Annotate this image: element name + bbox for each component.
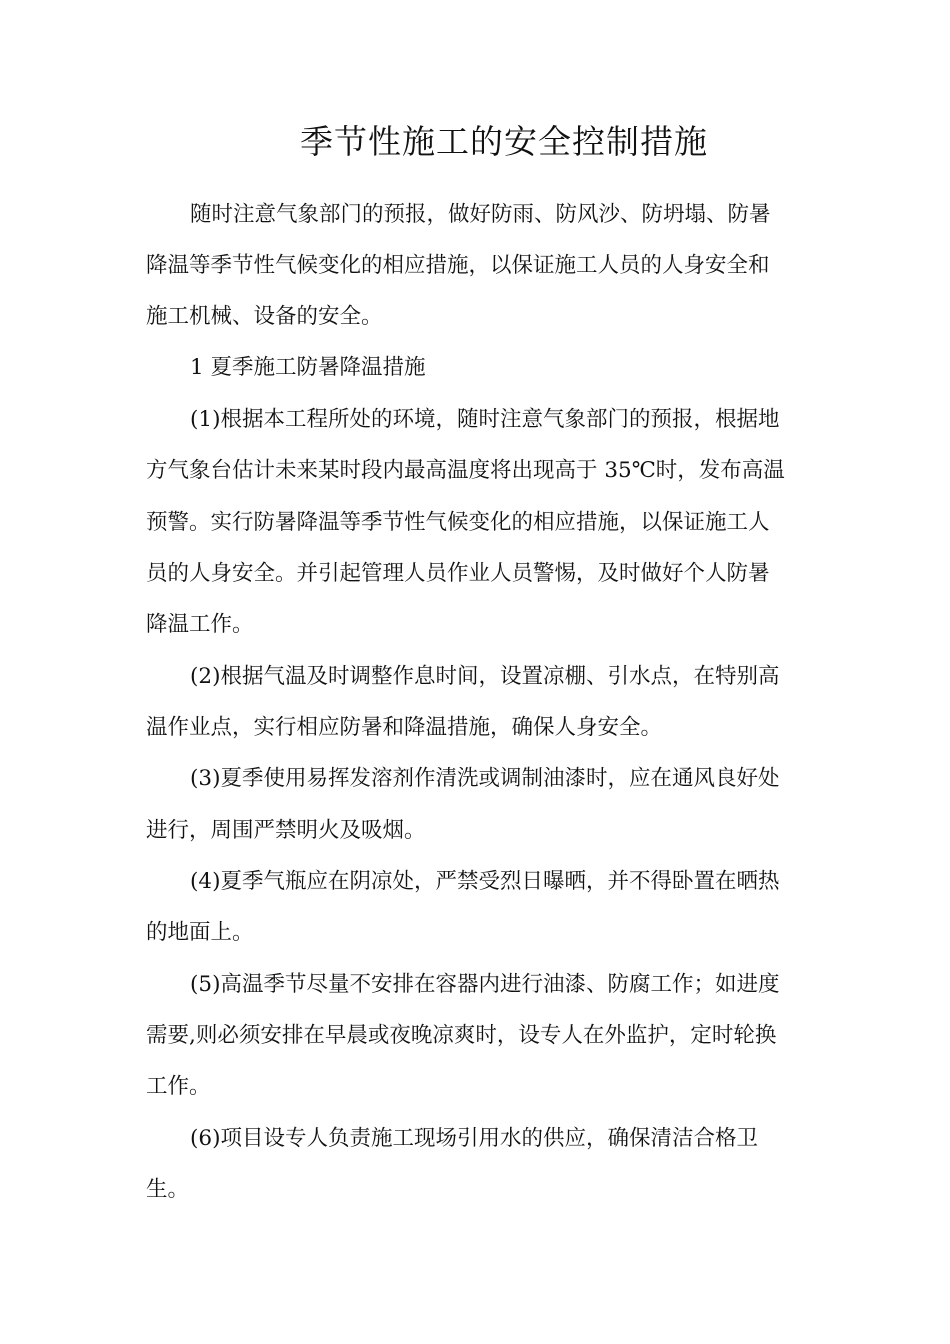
item-3-line-1: (3)夏季使用易挥发溶剂作清洗或调制油漆时，应在通风良好处 (190, 766, 780, 791)
item-3-line-2: 进行，周围严禁明火及吸烟。 (146, 818, 426, 843)
item-1-line-2: 方气象台估计未来某时段内最高温度将出现高于 35℃时，发布高温 (146, 458, 785, 483)
section-heading: 1 夏季施工防暑降温措施 (190, 355, 426, 380)
paragraph-intro-line-2: 降温等季节性气候变化的相应措施，以保证施工人员的人身安全和 (146, 253, 770, 278)
item-5-line-3: 工作。 (146, 1074, 211, 1099)
item-5-line-1: (5)高温季节尽量不安排在容器内进行油漆、防腐工作；如进度 (190, 972, 780, 997)
item-2-line-2: 温作业点，实行相应防暑和降温措施，确保人身安全。 (146, 715, 663, 740)
item-1-line-1: (1)根据本工程所处的环境，随时注意气象部门的预报，根据地 (190, 407, 780, 432)
item-4-line-2: 的地面上。 (146, 920, 254, 945)
paragraph-intro-line-1: 随时注意气象部门的预报，做好防雨、防风沙、防坍塌、防暑 (190, 202, 771, 227)
paragraph-intro-line-3: 施工机械、设备的安全。 (146, 304, 383, 329)
item-1-line-3: 预警。实行防暑降温等季节性气候变化的相应措施，以保证施工人 (146, 510, 770, 535)
item-6-line-1: (6)项目设专人负责施工现场引用水的供应，确保清洁合格卫 (190, 1126, 758, 1151)
item-1-line-5: 降温工作。 (146, 612, 254, 637)
item-6-line-2: 生。 (146, 1177, 190, 1202)
item-5-line-2: 需要,则必须安排在早晨或夜晚凉爽时，设专人在外监护，定时轮换 (146, 1023, 777, 1048)
item-2-line-1: (2)根据气温及时调整作息时间，设置凉棚、引水点，在特别高 (190, 664, 780, 689)
item-1-line-4: 员的人身安全。并引起管理人员作业人员警惕，及时做好个人防暑 (146, 561, 770, 586)
document-title: 季节性施工的安全控制措施 (300, 122, 708, 161)
item-4-line-1: (4)夏季气瓶应在阴凉处，严禁受烈日曝晒，并不得卧置在晒热 (190, 869, 780, 894)
